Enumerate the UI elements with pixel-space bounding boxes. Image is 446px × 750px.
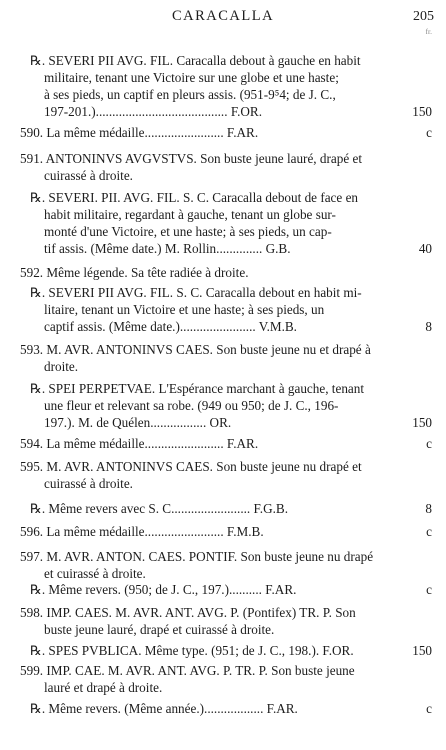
corner-mark: fr. (425, 27, 432, 36)
entry-line: lauré et drapé à droite. (44, 680, 163, 695)
entry-line: 599. IMP. CAE. M. AVR. ANT. AVG. P. TR. P. Son buste jeune (20, 663, 355, 678)
entry-line: 595. M. AVR. ANTONINVS CAES. Son buste jeune nu drapé et (20, 459, 362, 474)
entry-line: 591. ANTONINVS AVGVSTVS. Son buste jeune lauré, drapé et (20, 151, 362, 166)
entry-line: 596. La même médaille........................ F.M.B. c (20, 524, 432, 539)
entry-line: et cuirassé à droite. (44, 566, 146, 581)
price: 150 (412, 643, 432, 658)
entry-line: tif assis. (Même date.) M. Rollin.............. G.B. 40 (44, 241, 432, 256)
price: 8 (425, 501, 432, 516)
entry-line: buste jeune lauré, drapé et cuirassé à droite. (44, 622, 275, 637)
catalog-entry (0, 458, 446, 492)
catalog-entry (0, 500, 446, 517)
catalog-entry (0, 284, 446, 335)
page-header (0, 8, 446, 36)
catalog-entry (0, 523, 446, 540)
catalog-entry (0, 52, 446, 120)
entry-line: 590. La même médaille........................ F.AR. c (20, 125, 432, 140)
catalog-entry (0, 380, 446, 431)
entry-line: à ses pieds, un captif en pleurs assis. (951-9⁵4; de J. C., (44, 87, 336, 102)
entry-line: cuirassé à droite. (44, 476, 133, 491)
entry-line: ℞. SPES PVBLICA. Même type. (951; de J. C., 198.). F.OR. 150 (30, 643, 432, 658)
price: c (426, 436, 432, 451)
catalog-entry (0, 604, 446, 638)
price: c (426, 125, 432, 140)
entry-line: litaire, tenant un Victoire et une haste; à ses pieds, un (44, 302, 325, 317)
entry-line: ℞. SPEI PERPETVAE. L'Espérance marchant à gauche, tenant (30, 381, 365, 396)
price: 150 (412, 415, 432, 430)
catalog-entry (0, 264, 446, 281)
entry-line: une fleur et relevant sa robe. (949 ou 950; de J. C., 196- (44, 398, 339, 413)
price: 40 (418, 241, 432, 256)
entry-line: 197-201.)........................................ F.OR. 150 (44, 104, 432, 119)
catalog-entry (0, 700, 446, 717)
price: c (426, 582, 432, 597)
catalog-entry (0, 435, 446, 452)
catalog-entry (0, 581, 446, 598)
entry-line: captif assis. (Même date.)....................... V.M.B. 8 (44, 319, 432, 334)
price: 8 (425, 319, 432, 334)
entry-line: droite. (44, 359, 79, 374)
catalog-entry (0, 341, 446, 375)
entry-line: ℞. SEVERI PII AVG. FIL. Caracalla debout à gauche en habit (30, 53, 361, 68)
entry-line: ℞. SEVERI. PII. AVG. FIL. S. C. Caracalla debout de face en (30, 190, 359, 205)
entry-line: monté d'une Victoire, et une haste; à ses pieds, un cap- (44, 224, 332, 239)
entry-line: 598. IMP. CAES. M. AVR. ANT. AVG. P. (Pontifex) TR. P. Son (20, 605, 356, 620)
entry-line: habit militaire, regardant à gauche, tenant un globe sur- (44, 207, 336, 222)
entry-line: ℞. Même revers. (Même année.).................. F.AR. c (30, 701, 432, 716)
entry-line: ℞. Même revers avec S. C........................ F.G.B. 8 (30, 501, 432, 516)
catalog-entry (0, 150, 446, 184)
entry-line: 594. La même médaille........................ F.AR. c (20, 436, 432, 451)
entry-line: 597. M. AVR. ANTON. CAES. PONTIF. Son buste jeune nu drapé (20, 549, 374, 564)
entry-line: 592. Même légende. Sa tête radiée à droite. (20, 265, 249, 280)
price: 150 (412, 104, 432, 119)
catalog-entry (0, 642, 446, 659)
catalog-entry (0, 662, 446, 696)
running-title: CARACALLA (171, 8, 275, 24)
entry-line: ℞. Même revers. (950; de J. C., 197.).......... F.AR. c (30, 582, 432, 597)
entry-line: cuirassé à droite. (44, 168, 133, 183)
catalog-entry (0, 548, 446, 582)
catalog-entry (0, 189, 446, 257)
price: c (426, 524, 432, 539)
catalog-entry (0, 124, 446, 141)
page-number: 205 (413, 9, 434, 24)
entry-line: ℞. SEVERI PII AVG. FIL. S. C. Caracalla debout en habit mi- (30, 285, 362, 300)
entry-line: 197.). M. de Quélen................. OR. 150 (44, 415, 432, 430)
entry-line: militaire, tenant une Victoire sur une globe et une haste; (44, 70, 339, 85)
entry-line: 593. M. AVR. ANTONINVS CAES. Son buste jeune nu et drapé à (20, 342, 371, 357)
price: c (426, 701, 432, 716)
